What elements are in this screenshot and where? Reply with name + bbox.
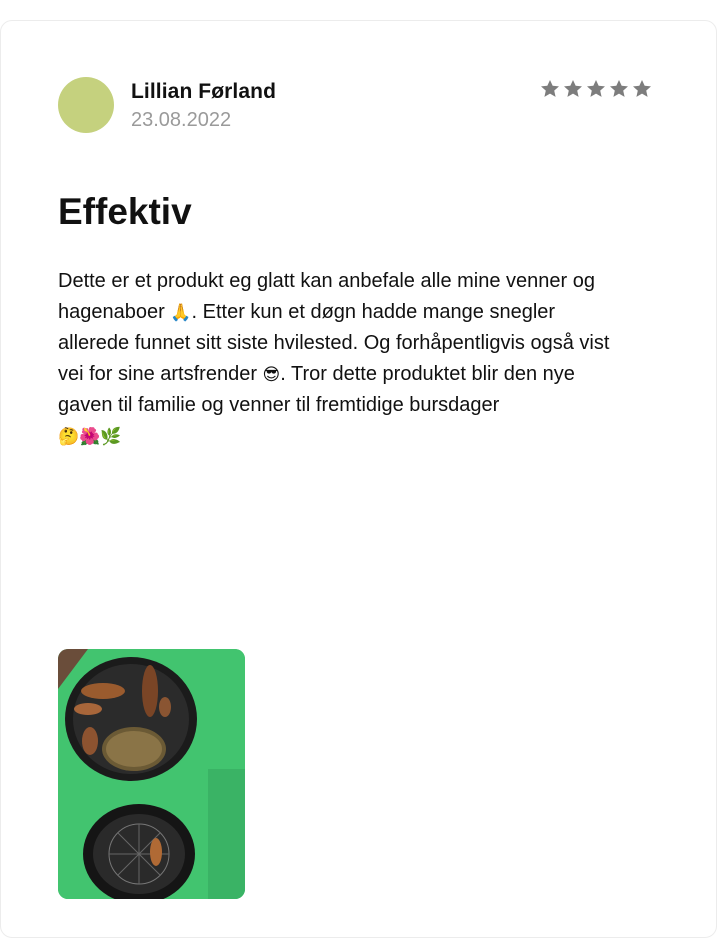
photo-illustration <box>58 649 245 899</box>
review-text: Dette er et produkt eg glatt kan anbefale alle mine venner og hagenaboer <box>58 270 596 323</box>
star-icon <box>539 78 561 100</box>
review-card <box>0 20 717 938</box>
emoji-group: 🤔🌺🌿 <box>58 426 122 447</box>
review-text: . Tror dette produktet blir den nye gaven til familie og venner til fremtidige bursdager <box>58 362 575 416</box>
review-text: . Etter kun et døgn hadde mange snegler allerede funnet sitt siste hvilested. Og forhåpentligvis også vist vei for sine artsfrender <box>58 300 610 385</box>
star-icon <box>585 78 607 100</box>
avatar <box>58 77 114 133</box>
review-body <box>58 266 618 452</box>
review-photo[interactable] <box>58 649 245 899</box>
review-title: Effektiv <box>58 191 192 232</box>
folded-hands-emoji: 🙏 <box>170 302 192 323</box>
review-date: 23.08.2022 <box>131 109 232 131</box>
reviewer-name: Lillian Førland <box>131 80 277 103</box>
sunglasses-emoji: 😎 <box>262 364 281 385</box>
star-icon <box>608 78 630 100</box>
star-icon <box>562 78 584 100</box>
star-icon <box>631 78 653 100</box>
star-rating <box>539 78 653 100</box>
